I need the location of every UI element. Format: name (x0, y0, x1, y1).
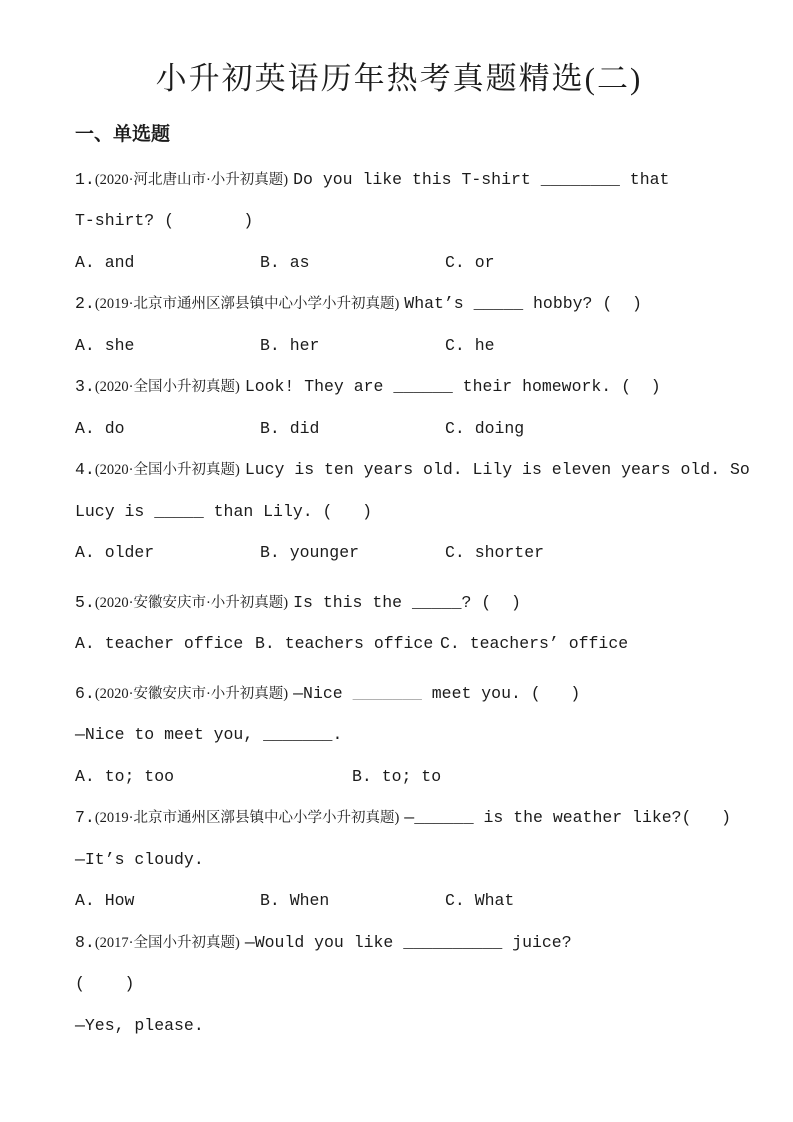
question-text: —Would you like (244, 932, 404, 952)
option-c: C. teachers’ office (440, 634, 629, 653)
option-a: A. do (75, 418, 125, 438)
option-b: B. teachers office (255, 634, 434, 653)
question-number: 1. (75, 169, 95, 189)
document-title: 小升初英语历年热考真题精选(二) (155, 60, 643, 96)
source-tag: (2020·安徽安庆市·小升初真题) (94, 594, 289, 611)
answer-blank: _____ (154, 501, 204, 521)
question-text: that (619, 169, 670, 189)
question-number: 7. (75, 808, 95, 827)
answer-blank: ______ (393, 377, 453, 396)
answer-blank: ________ (540, 169, 620, 189)
question-6-stem-2 (75, 715, 723, 757)
question-number: 5. (75, 592, 95, 612)
answer-blank: _______ (263, 725, 333, 744)
question-2-stem-1 (75, 284, 723, 326)
option-a: A. and (75, 252, 135, 272)
source-tag: (2019·北京市通州区漷县镇中心小学小升初真题) (94, 296, 400, 312)
answer-blank: _____ (473, 294, 524, 313)
answer-blank-gray: _______ (352, 683, 422, 703)
question-1-options (75, 242, 723, 284)
question-text: Is this the (293, 592, 412, 612)
question-number: 6. (75, 683, 95, 703)
source-tag: (2020·全国小升初真题) (94, 462, 240, 478)
question-text: meet you. ( ) (421, 683, 581, 703)
question-text: Lucy is (75, 501, 155, 521)
source-tag: (2020·河北唐山市·小升初真题) (94, 171, 289, 188)
option-c: C. he (445, 335, 495, 355)
question-3-stem-1 (75, 367, 723, 409)
question-5-options (75, 624, 723, 666)
document-body (75, 159, 750, 1047)
option-b: B. younger (260, 543, 360, 562)
question-4-stem-1 (75, 450, 750, 492)
question-6-options (75, 756, 723, 798)
option-c: C. doing (445, 418, 525, 438)
question-6-stem-1 (75, 673, 723, 715)
question-text: . (332, 725, 343, 744)
question-4-stem-2 (75, 491, 723, 533)
question-8-stem-3 (75, 1005, 723, 1047)
question-number: 8. (75, 932, 95, 952)
option-b: B. as (260, 252, 310, 272)
question-text: than Lily. ( ) (203, 501, 373, 521)
question-text: Do you like this T-shirt (293, 169, 541, 189)
question-number: 2. (75, 294, 95, 313)
question-text: Look! They are (244, 377, 394, 396)
source-tag: (2019·北京市通州区漷县镇中心小学小升初真题) (94, 810, 400, 826)
question-number: 4. (75, 460, 95, 479)
question-text: Lucy is ten years old. Lily is eleven years old. So (244, 460, 750, 479)
question-text: ? ( ) (461, 592, 521, 612)
question-8-stem-1 (75, 922, 723, 964)
question-text: What’s (404, 294, 474, 313)
question-text: juice? (502, 932, 572, 952)
question-4-options (75, 533, 723, 575)
section-heading: 一、单选题 (75, 124, 171, 145)
option-c: C. or (445, 252, 495, 272)
question-text: hobby? ( ) (523, 294, 642, 313)
option-b: B. When (260, 891, 330, 910)
option-b: B. to; to (352, 766, 442, 786)
question-2-options (75, 325, 723, 367)
question-text: —Nice (293, 683, 353, 703)
question-text: —Nice to meet you, (75, 725, 264, 744)
option-a: A. teacher office (75, 634, 244, 653)
question-text: —It’s cloudy. (75, 849, 204, 869)
source-tag: (2017·全国小升初真题) (94, 934, 240, 951)
answer-blank: __________ (403, 932, 503, 952)
option-b: B. her (260, 335, 320, 355)
question-text: —Yes, please. (75, 1015, 204, 1035)
question-7-options (75, 881, 723, 923)
source-tag: (2020·安徽安庆市·小升初真题) (94, 685, 289, 702)
option-a: A. How (75, 891, 135, 910)
question-1-stem-2 (75, 201, 723, 243)
question-text: is the weather like?( ) (473, 808, 732, 827)
question-3-options (75, 408, 723, 450)
question-7-stem-1 (75, 798, 732, 840)
option-a: A. to; too (75, 766, 175, 786)
question-text: T-shirt? ( ) (75, 211, 254, 230)
question-text: — (404, 808, 415, 827)
answer-blank: ______ (414, 808, 474, 827)
question-text: ( ) (75, 974, 135, 993)
question-1-stem-1 (75, 159, 723, 201)
question-text: their homework. ( ) (452, 377, 661, 396)
source-tag: (2020·全国小升初真题) (94, 379, 240, 395)
option-a: A. older (75, 543, 155, 562)
question-8-stem-2 (75, 964, 723, 1006)
question-7-stem-2 (75, 839, 723, 881)
question-number: 3. (75, 377, 95, 396)
option-c: C. shorter (445, 543, 545, 562)
question-5-stem-1 (75, 582, 723, 624)
answer-blank: _____ (411, 592, 462, 612)
option-a: A. she (75, 335, 135, 355)
option-c: C. What (445, 891, 515, 910)
option-b: B. did (260, 418, 320, 438)
